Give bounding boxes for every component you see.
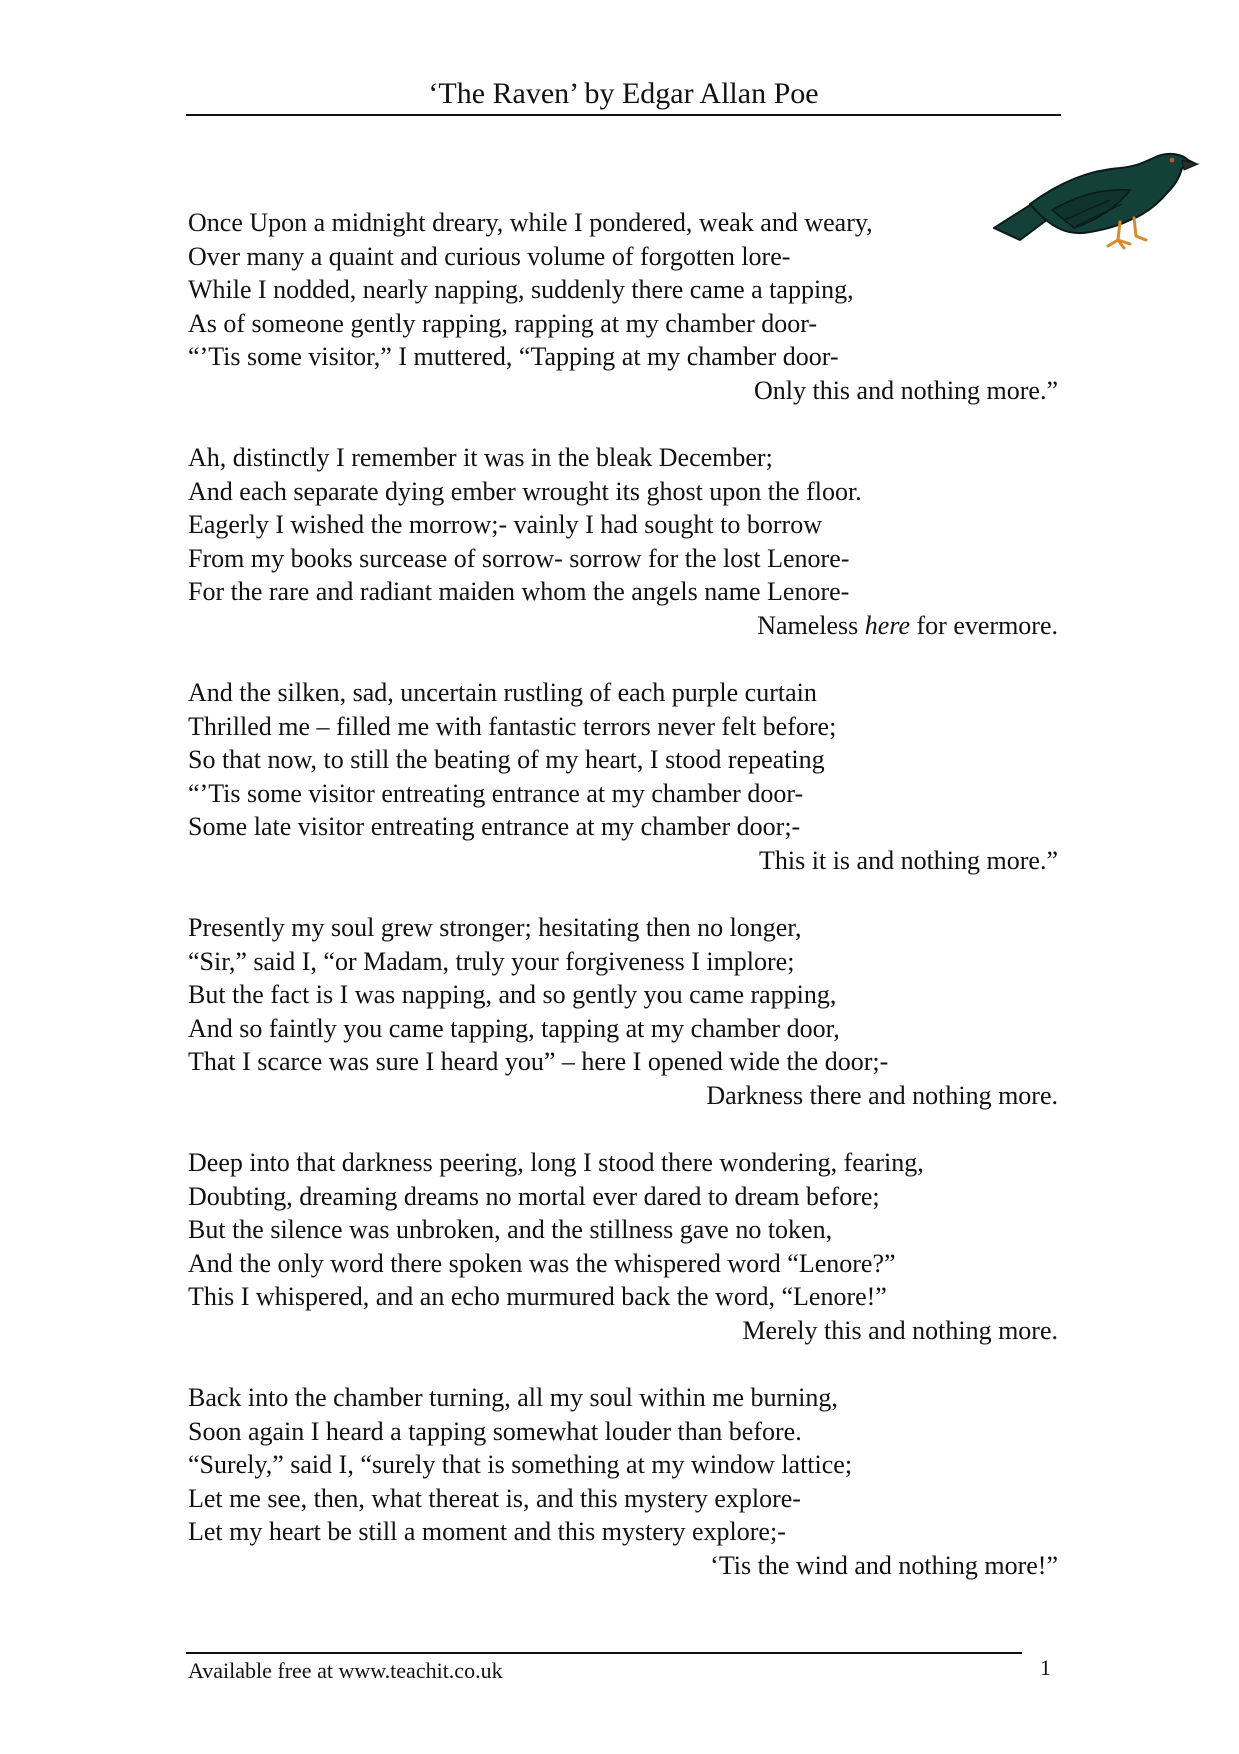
verse-line: For the rare and radiant maiden whom the angels name Lenore- <box>188 577 850 607</box>
stanza-3 <box>188 676 1058 878</box>
verse-line: Some late visitor entreating entrance at my chamber door;- <box>188 812 801 842</box>
raven-eye <box>1170 158 1175 163</box>
refrain-line: ‘Tis the wind and nothing more!” <box>710 1550 1058 1580</box>
verse-line: But the silence was unbroken, and the stillness gave no token, <box>188 1215 833 1245</box>
verse-line: While I nodded, nearly napping, suddenly there came a tapping, <box>188 275 854 305</box>
stanza-4 <box>188 911 1058 1113</box>
verse-line: Back into the chamber turning, all my soul within me burning, <box>188 1383 838 1412</box>
page-number: 1 <box>1040 1655 1051 1680</box>
verse-line: Let my heart be still a moment and this mystery explore;- <box>188 1517 786 1547</box>
verse-line: And each separate dying ember wrought its ghost upon the floor. <box>188 476 862 506</box>
verse-line: Let me see, then, what thereat is, and this mystery explore- <box>188 1483 801 1513</box>
header-divider <box>186 114 1061 116</box>
verse-line: Over many a quaint and curious volume of forgotten lore- <box>188 241 791 271</box>
verse-line: And the silken, sad, uncertain rustling of each purple curtain <box>188 678 817 707</box>
refrain-text: for evermore. <box>910 610 1058 640</box>
verse-line: As of someone gently rapping, rapping at my chamber door- <box>188 308 818 338</box>
verse-line: Eagerly I wished the morrow;- vainly I had sought to borrow <box>188 510 822 540</box>
refrain-line: Only this and nothing more.” <box>753 375 1058 405</box>
verse-line: Doubting, dreaming dreams no mortal ever dared to dream before; <box>188 1181 880 1211</box>
refrain-line: This it is and nothing more.” <box>759 845 1058 875</box>
verse-line: This I whispered, and an echo murmured back the word, “Lenore!” <box>188 1282 887 1312</box>
verse-line: “’Tis some visitor entreating entrance at my chamber door- <box>188 778 804 808</box>
refrain-text: Nameless <box>757 610 865 640</box>
verse-line: Deep into that darkness peering, long I stood there wondering, fearing, <box>188 1148 924 1177</box>
verse-line: From my books surcease of sorrow- sorrow for the lost Lenore- <box>188 543 850 573</box>
verse-line: So that now, to still the beating of my heart, I stood repeating <box>188 745 825 775</box>
verse-line: “’Tis some visitor,” I muttered, “Tapping at my chamber door- <box>188 342 839 372</box>
verse-line: Once Upon a midnight dreary, while I pondered, weak and weary, <box>188 208 873 237</box>
stanza-6 <box>188 1381 1058 1583</box>
refrain-line <box>188 609 1058 643</box>
verse-line: Ah, distinctly I remember it was in the bleak December; <box>188 443 773 472</box>
verse-line: Presently my soul grew stronger; hesitating then no longer, <box>188 913 802 942</box>
verse-line: Soon again I heard a tapping somewhat louder than before. <box>188 1416 802 1446</box>
refrain-line: Darkness there and nothing more. <box>706 1080 1058 1110</box>
refrain-emphasis: here <box>864 610 911 640</box>
verse-line: That I scarce was sure I heard you” – here I opened wide the door;- <box>188 1047 889 1077</box>
page-title: ‘The Raven’ by Edgar Allan Poe <box>428 77 819 110</box>
stanza-1 <box>188 206 1058 408</box>
verse-line: “Sir,” said I, “or Madam, truly your forgiveness I implore; <box>188 946 795 976</box>
verse-line: But the fact is I was napping, and so gently you came rapping, <box>188 980 837 1010</box>
verse-line: “Surely,” said I, “surely that is something at my window lattice; <box>188 1450 853 1480</box>
raven-beak <box>1182 160 1198 170</box>
verse-line: Thrilled me – filled me with fantastic terrors never felt before; <box>188 711 837 741</box>
footer-source-text: Available free at www.teachit.co.uk <box>188 1658 503 1683</box>
verse-line: And so faintly you came tapping, tapping at my chamber door, <box>188 1013 840 1043</box>
refrain-line: Merely this and nothing more. <box>742 1315 1058 1345</box>
verse-line: And the only word there spoken was the whispered word “Lenore?” <box>188 1248 896 1278</box>
stanza-2 <box>188 441 1058 643</box>
stanza-5 <box>188 1146 1058 1348</box>
footer-divider <box>186 1652 1022 1654</box>
